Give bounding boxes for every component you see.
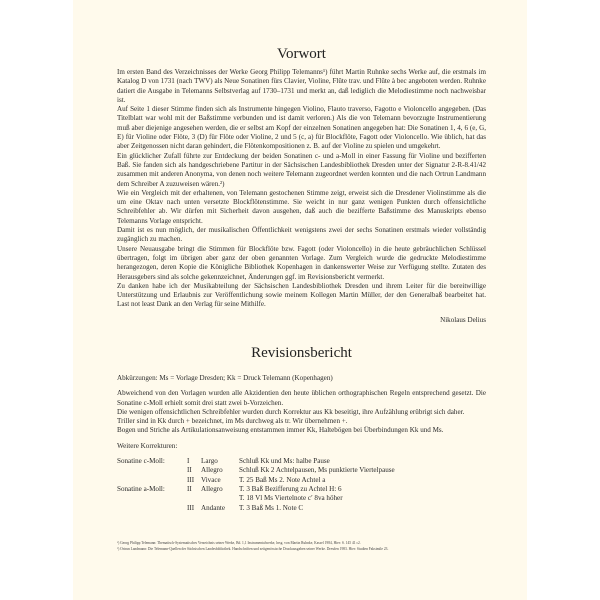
footnote-1: ¹) Georg Philipp Telemann: Thematisch-Systematisches Verzeichnis seiner Werke, Bd. 1,1 Instrumentalwerke, hrsg. von Martin Ruhnke, Kassel 1984, Hier: S. 145 41 c2. bbox=[117, 541, 361, 545]
sonatine-cell bbox=[117, 494, 187, 503]
movement-number-cell: II bbox=[187, 484, 192, 493]
movement-cell: Vivace bbox=[201, 475, 221, 484]
revision-paragraph-2: Die wenigen offensichtlichen Schreibfehler wurden durch Korrektur aus Kk beseitigt, ihre Aufzählung erübrigt sich daher. bbox=[117, 407, 465, 416]
document-page bbox=[73, 0, 527, 600]
movement-cell: Largo bbox=[201, 457, 218, 466]
vorwort-paragraph-3: Ein glücklicher Zufall führte zur Entdeckung der beiden Sonatinen c- und a-Moll in einer Fassung für Violine und bezifferten Baß. Sie fanden sich als handgeschriebene Partitur in der Sächsischen Landesbibliothek Dresden unter der Signatur 2-R-8.41/42 zusammen mit anderen Anonyma, von denen noch weitere Telemann zugeordnet werden konnten und die nach Ortrun Landmann dem Schreiber A zuzuweisen wären.²) bbox=[117, 151, 486, 188]
movement-cell: Andante bbox=[201, 503, 226, 512]
vorwort-paragraph-7: Zu danken habe ich der Musikabteilung der Sächsischen Landesbibliothek Dresden und ihrem Leiter für die bereitwillige Unterstützung und Erlaubnis zur Veröffentlichung sowie meinem Kollegen Martin Müller, der den Generalbaß bearbeitet hat. Last not least Dank an den Verlag für seine Mithilfe. bbox=[117, 281, 486, 309]
movement-number-cell: III bbox=[187, 503, 195, 512]
note-cell: T. 25 Baß Ms 2. Note Achtel a bbox=[239, 475, 326, 484]
correction-row bbox=[117, 504, 395, 513]
abbreviations-line: Abkürzungen: Ms = Vorlage Dresden; Kk = Druck Telemann (Kopenhagen) bbox=[117, 374, 333, 382]
footnote-2: ²) Ortrun Landmann: Die Telemann-Quellen der Sächsischen Landesbibliothek. Handschriften und zeitgenössische Druckausgaben seiner Werke. Dresden 1983. Hier: Studien Faksimile 23. bbox=[117, 547, 389, 551]
note-cell: T. 18 Vl Ms Viertelnote c′ 8va höher bbox=[239, 494, 343, 503]
sonatine-cell bbox=[117, 504, 187, 513]
correction-row bbox=[117, 485, 395, 494]
revision-paragraph-4: Bogen und Striche als Artikulationsanweisung entstammen immer Kk, Haltebögen bei Überbindungen Kk und Ms. bbox=[117, 426, 444, 435]
corrections-table bbox=[117, 457, 395, 513]
movement-cell bbox=[201, 494, 239, 503]
sonatine-cell bbox=[117, 476, 187, 485]
vorwort-heading: Vorwort bbox=[277, 46, 326, 62]
revisionsbericht-body bbox=[117, 374, 486, 513]
sonatine-cell: Sonatine a-Moll: bbox=[117, 484, 165, 493]
corrections-label: Weitere Korrekturen: bbox=[117, 441, 178, 450]
vorwort-paragraph-6: Unsere Neuausgabe bringt die Stimmen für Blockflöte bzw. Fagott (oder Violoncello) in die heute gebräuchlichen Schlüssel übertragen, folgt im übrigen aber ganz der oben genannten Vorlage. Zum Vergleich wurde die gedruckte Melodiestimme herangezogen, deren Kopie die Königliche Bibliothek Kopenhagen in dankenswerter Weise zur Verfügung stellte. Zutaten des Herausgebers sind als solche gekennzeichnet, Änderungen ggf. im Revisionsbericht vermerkt. bbox=[117, 244, 486, 281]
movement-cell: Allegro bbox=[201, 466, 223, 475]
movement-number-cell bbox=[187, 494, 201, 503]
note-cell: T. 3 Baß Bezifferung zu Achtel H: 6 bbox=[239, 484, 342, 493]
vorwort-paragraph-5: Damit ist es nun möglich, der musikalischen Öffentlichkeit wenigstens zwei der sechs Sonatinen erstmals wieder vollständig zugänglich zu machen. bbox=[117, 226, 486, 244]
note-cell: T. 3 Baß Ms 1. Note C bbox=[239, 503, 304, 512]
movement-number-cell: II bbox=[187, 466, 192, 475]
vorwort-body bbox=[117, 68, 486, 331]
sonatine-cell: Sonatine c-Moll: bbox=[117, 457, 165, 466]
author-signoff: Nikolaus Delius bbox=[440, 315, 486, 324]
movement-cell: Allegro bbox=[201, 484, 223, 493]
revision-paragraph-1: Abweichend von den Vorlagen wurden alle Akzidentien den heute üblichen orthographischen Regeln entsprechend gesetzt. Die Sonatine c-Moll erhielt somit drei statt zwei b-Vorzeichen. bbox=[117, 389, 486, 407]
movement-number-cell: I bbox=[187, 457, 190, 466]
note-cell: Schluß Kk und Ms: halbe Pause bbox=[239, 457, 330, 466]
correction-row bbox=[117, 494, 395, 503]
sonatine-cell bbox=[117, 466, 187, 475]
correction-row bbox=[117, 476, 395, 485]
revisionsbericht-heading: Revisionsbericht bbox=[251, 345, 352, 361]
movement-number-cell: III bbox=[187, 475, 195, 484]
revision-paragraph-3: Triller sind in Kk durch + bezeichnet, im Ms durchweg als tr. Wir übernehmen +. bbox=[117, 417, 348, 426]
correction-row bbox=[117, 457, 395, 466]
correction-row bbox=[117, 466, 395, 475]
vorwort-paragraph-4: Wie ein Vergleich mit der erhaltenen, von Telemann gestochenen Stimme zeigt, erweist sich die Dresdener Violinstimme als die um eine Oktav nach unten versetzte Blockflötenstimme. Sie weicht in nur ganz wenigen Punkten durch offensichtliche Schreibfehler ab. Wir dürfen mit Sicherheit davon ausgehen, daß auch die bezifferte Baßstimme des Manuskripts ebenso Telemanns Vorlage entspricht. bbox=[117, 188, 486, 225]
vorwort-paragraph-2: Auf Seite 1 dieser Stimme finden sich als Instrumente hingegen Violino, Flauto traverso, Fagotto e Violoncello angegeben. (Das Titelblatt war wohl mit der Baßstimme verbunden und ist damit verloren.) Als die von Telemann bevorzugte Instrumentierung muß aber diejenige angesehen werden, die er selbst am Kopf der einzelnen Sonatinen angegeben hat: Die Sonatinen 1, 4, 6 (e, G, E) für Violine oder Flöte, 3 (D) für Flöte oder Violine, 2 und 5 (c, a) für Blockflöte, Fagott oder Violoncello. Wie üblich, hat das aber Zeitgenossen nicht daran gehindert, die Flötenkompositionen z. B. auf der Violine zu spielen und umgekehrt. bbox=[117, 105, 486, 151]
vorwort-paragraph-1: Im ersten Band des Verzeichnisses der Werke Georg Philipp Telemanns¹) führt Martin Ruhnke sechs Werke auf, die erstmals im Katalog D von 1731 (nach TWV) als Neue Sonatinen fürs Clavier, Violine, Flûte trav. und Flûte à bec angeboten werden. Ruhnke datiert die Ausgabe in Telemanns Selbstverlag auf 1730–1731 und merkt an, daß lediglich die Melodiestimme noch nachweisbar ist. bbox=[117, 68, 486, 104]
note-cell: Schluß Kk 2 Achtelpausen, Ms punktierte Viertelpause bbox=[239, 466, 395, 475]
footnotes bbox=[117, 541, 486, 553]
